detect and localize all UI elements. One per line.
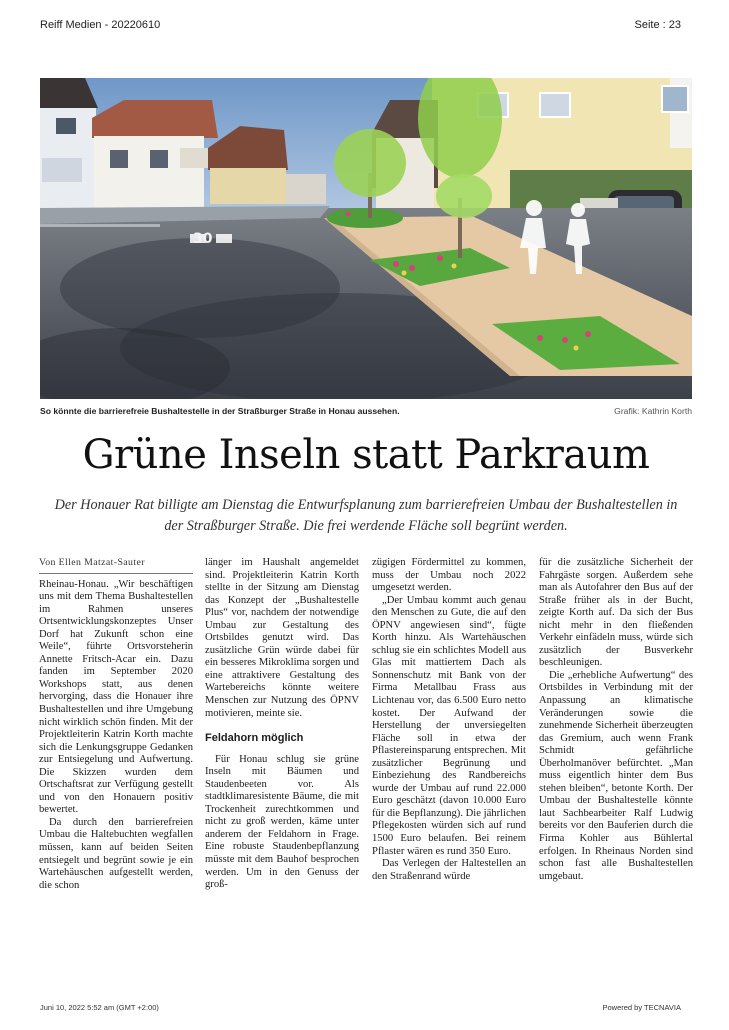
road-marking-30: 30 xyxy=(193,231,213,247)
paragraph: Das Verlegen der Haltestellen an den Straßenrand würde xyxy=(372,858,526,882)
paragraph: „Der Umbau kommt auch genau den Menschen zu Gute, die auf den ÖPNV angewiesen sind“, fügte Korth hinzu. Als Wartehäuschen schlug sie ein schlichtes Modell aus Glas mit mattiertem Dach als Sonnenschutz mit Bank von der Firma Metallbau Frass aus Lichtenau vor, das 6.500 Euro netto kostet. Der Aufwand der Herstellung der unversiegelten Fläche soll in etwa der Pflastereinsparung entsprechen. Mit zusätzlicher Begrünung und Einbeziehung des Randbereichs wurde der Umbau auf rund 22.000 Euro geschätzt (davon 10.000 Euro für die Bepflanzung). Die jährlichen Pflegekosten würden sich auf rund 1500 Euro belaufen. Bei reinem Pflaster wären es rund 350 Euro. xyxy=(372,594,526,857)
photo-caption xyxy=(40,406,692,416)
page-number: Seite : 23 xyxy=(634,19,681,31)
paragraph: Da durch den barrierefreien Umbau die Haltebuchten wegfallen müssen, kann auf beiden Seiten entsiegelt und begrünt sowie je ein Wartehäuschen aufgestellt werden, die schon xyxy=(39,816,193,891)
paragraph: zügigen Fördermittel zu kommen, muss der Umbau noch 2022 umgesetzt werden. xyxy=(372,557,526,594)
section-subtitle: Feldahorn möglich xyxy=(205,732,304,745)
paragraph: für die zusätzliche Sicherheit der Fahrgäste sorgen. Außerdem sehe man als Autofahrer den Bus auf der Straße früher als in der Bucht, zeigte Korth auf. Da sich der Bus nicht mehr in den fließenden Verkehr einfädeln muss, würde sich zusätzlich der Busverkehr beschleunigen. xyxy=(539,557,693,669)
column-2 xyxy=(205,557,359,892)
column-3 xyxy=(372,557,526,883)
publisher-date: Reiff Medien - 20220610 xyxy=(40,19,161,31)
paragraph: Rheinau-Honau. „Wir beschäftigen uns mit dem Thema Bushaltestellen im Rahmen unseres Ortsentwicklungskonzeptes Unser Dorf hat Zukunft schon eine Weile“, führte Ortsvorsteherin Annette Fritsch-Acar ein. Dazu fanden im September 2020 Workshops statt, aus denen hervorging, dass die Honauer ihre Bushaltestellen und ihre Umgebung nicht wirklich schön finden. Mit der Projektleiterin Katrin Korth machte sich die Lenkungsgruppe Gedanken zur Entsiegelung und Aufwertung. Die Skizzen wurden dem Ortschaftsrat zur Verfügung gestellt und von den Honauern positiv bewertet. xyxy=(39,578,193,816)
column-4 xyxy=(539,557,693,883)
paragraph: Für Honau schlug sie grüne Inseln mit Bäumen und Staudenbeeten vor. Als stadtklimaresistente Bäume, die mit Trockenheit zurechtkommen und nicht zu groß werden, käme unter anderem der Feldahorn in Frage. Eine robuste Staudenbepflanzung müsste mit dem Bauhof besprochen werden. Um in den Genuss der groß- xyxy=(205,753,359,891)
article-photo xyxy=(40,78,692,399)
powered-by: Powered by TECNAVIA xyxy=(602,1003,681,1012)
subheadline: Der Honauer Rat billigte am Dienstag die Entwurfsplanung zum barrierefreien Umbau der Bushaltestellen in der Straßburger Straße. Die frei werdende Fläche soll begrünt werden. xyxy=(54,497,678,534)
headline: Grüne Inseln statt Parkraum xyxy=(82,432,650,478)
byline: Von Ellen Matzat-Sauter xyxy=(39,557,193,574)
column-1 xyxy=(39,557,193,892)
paragraph: Die „erhebliche Aufwertung“ des Ortsbildes in Verbindung mit der Anpassung an klimatische Veränderungen sowie die zunehmende Sicherheit überzeugten das Gremium, auch wenn Frank Schmidt gefährliche Überholmanöver befürchtet. „Man muss eigentlich hinter dem Bus stehen bleiben“, betonte Korth. Der Umbau der Bushaltestelle könnte laut Sachbearbeiter Ralf Ludwig bereits vor den Bauferien durch die Firma Kohler aus Bühlertal erfolgen. In Rheinaus Norden sind schon fast alle Bushaltestellen umgebaut. xyxy=(539,669,693,882)
timestamp: Juni 10, 2022 5:52 am (GMT +2:00) xyxy=(40,1003,159,1012)
photo-credit: Grafik: Kathrin Korth xyxy=(614,406,692,416)
caption-text: So könnte die barrierefreie Bushaltestelle in der Straßburger Straße in Honau aussehen. xyxy=(40,406,400,416)
paragraph: länger im Haushalt angemeldet sind. Projektleiterin Katrin Korth stellte in der Sitzung am Dienstag das Konzept der „Bushaltestelle Plus“ vor, nachdem der notwendige Umbau zur Gestaltung des Ortsbildes genutzt wird. Das zusätzliche Grün würde dabei für ein besseres Mikroklima sorgen und eine attraktivere Gestaltung des Wartebereichs könnte weitere Menschen zur Nutzung des ÖPNV motivieren, meinte sie. xyxy=(205,557,359,719)
